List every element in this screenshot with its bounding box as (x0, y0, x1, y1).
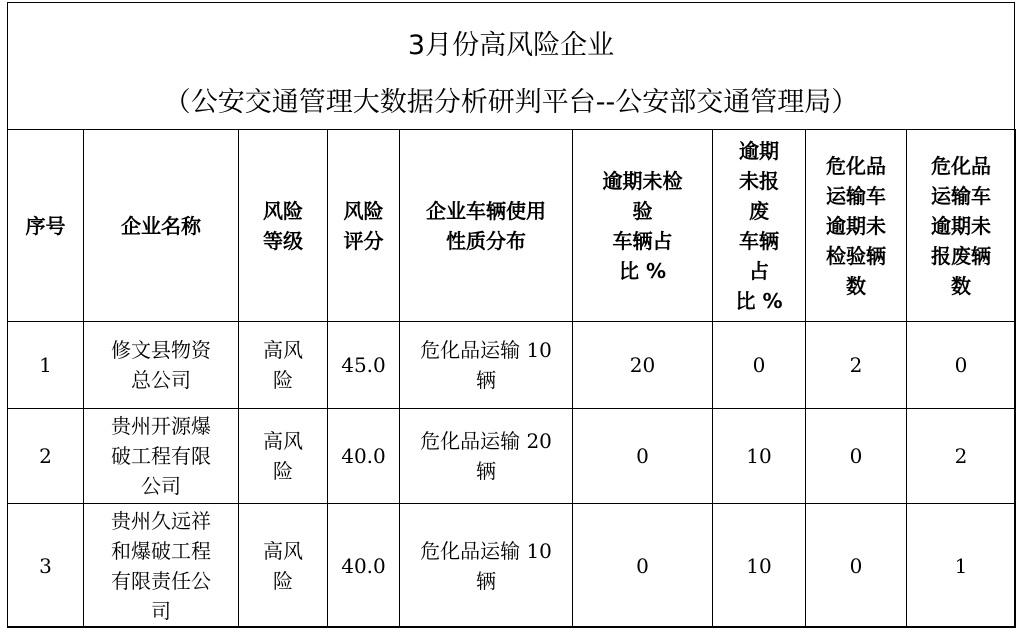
header-vehicle-usage: 企业车辆使用 性质分布 (400, 130, 573, 322)
cell-risk-score: 40.0 (328, 504, 400, 628)
table-row (8, 322, 1016, 409)
report-title: 3月份高风险企业 (407, 30, 615, 61)
header-index: 序号 (8, 130, 84, 322)
cell-risk-level: 高风 险 (239, 322, 328, 409)
header-hazmat-overdue-scrap: 危化品 运输车 逾期未 报废辆 数 (907, 130, 1016, 322)
header-risk-score: 风险 评分 (328, 130, 400, 322)
cell-risk-level: 高风 险 (239, 504, 328, 628)
report-subtitle: （公安交通管理大数据分析研判平台--公安部交通管理局） (163, 87, 859, 118)
header-risk-level: 风险 等级 (239, 130, 328, 322)
cell-overdue-inspection-pct: 20 (573, 322, 713, 409)
cell-overdue-scrap-pct: 10 (713, 504, 806, 628)
high-risk-enterprise-table (7, 129, 1016, 628)
cell-hazmat-overdue-scrap: 0 (907, 322, 1016, 409)
report-frame (7, 2, 1015, 627)
cell-vehicle-usage: 危化品运输 10 辆 (400, 504, 573, 628)
table-row (8, 409, 1016, 504)
cell-company-name: 修文县物资 总公司 (84, 322, 239, 409)
cell-risk-score: 45.0 (328, 322, 400, 409)
cell-hazmat-overdue-scrap: 1 (907, 504, 1016, 628)
cell-vehicle-usage: 危化品运输 10 辆 (400, 322, 573, 409)
title-area (8, 3, 1014, 129)
cell-hazmat-overdue-inspection: 0 (806, 409, 907, 504)
cell-overdue-scrap-pct: 0 (713, 322, 806, 409)
header-overdue-inspection-pct: 逾期未检 验 车辆占 比 % (573, 130, 713, 322)
cell-overdue-inspection-pct: 0 (573, 409, 713, 504)
cell-risk-score: 40.0 (328, 409, 400, 504)
cell-overdue-inspection-pct: 0 (573, 504, 713, 628)
header-hazmat-overdue-inspection: 危化品 运输车 逾期未 检验辆 数 (806, 130, 907, 322)
cell-vehicle-usage: 危化品运输 20 辆 (400, 409, 573, 504)
cell-hazmat-overdue-inspection: 0 (806, 504, 907, 628)
cell-index: 2 (8, 409, 84, 504)
cell-risk-level: 高风 险 (239, 409, 328, 504)
cell-index: 3 (8, 504, 84, 628)
table-header-row (8, 130, 1016, 322)
cell-hazmat-overdue-inspection: 2 (806, 322, 907, 409)
cell-index: 1 (8, 322, 84, 409)
table-row (8, 504, 1016, 628)
header-company-name: 企业名称 (84, 130, 239, 322)
cell-company-name: 贵州久远祥 和爆破工程 有限责任公 司 (84, 504, 239, 628)
header-overdue-scrap-pct: 逾期 未报 废 车辆 占 比 % (713, 130, 806, 322)
cell-hazmat-overdue-scrap: 2 (907, 409, 1016, 504)
cell-company-name: 贵州开源爆 破工程有限 公司 (84, 409, 239, 504)
cell-overdue-scrap-pct: 10 (713, 409, 806, 504)
